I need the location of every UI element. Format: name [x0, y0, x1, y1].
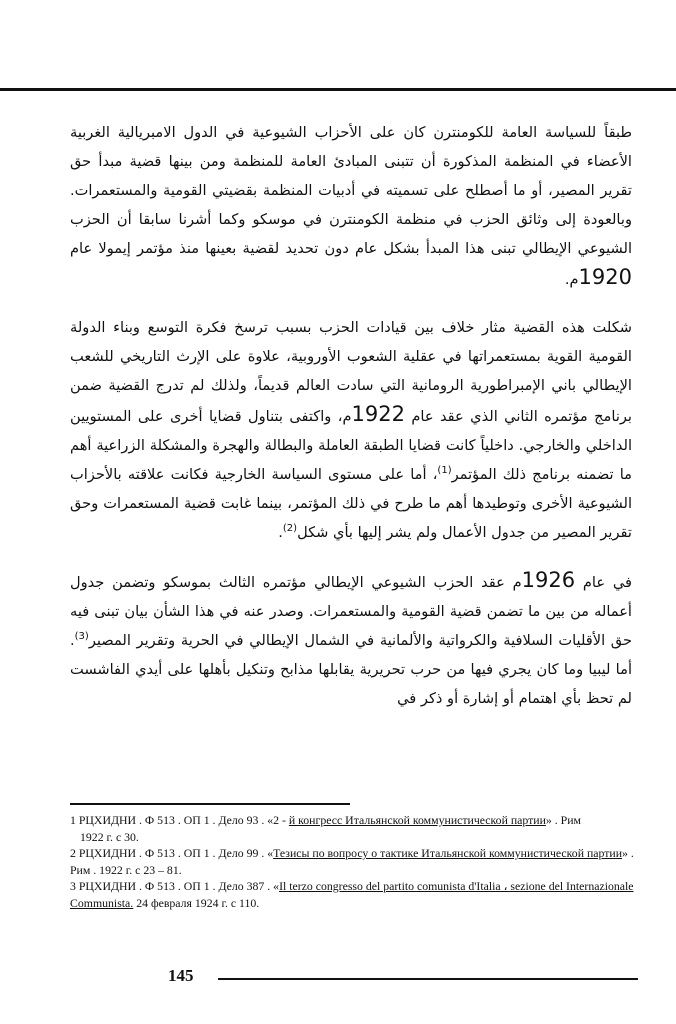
footnotes	[70, 812, 640, 911]
footnote-3: 3 РЦХИДНИ . Ф 513 . ОП 1 . Дело 387 . «Il terzo congresso del partito comunista d'Italia ، sezione del Internazionale Communista. 24 февраля 1924 г. с 110.	[70, 879, 634, 910]
top-rule	[0, 88, 676, 91]
footnote-ref-3: (3)	[74, 631, 89, 643]
year-1920: 1920	[578, 265, 632, 289]
paragraph-2: شكلت هذه القضية مثار خلاف بين قيادات الحزب بسبب ترسخ فكرة التوسع وبناء الدولة القومية القوية بمستعمراتها في عقلية الشعوب الأوروبية، علاوة على الإرث التاريخي للشعب الإيطالي باني الإمبراطورية الرومانية التي سادت العالم قديماً، ولذلك لم تدرج القضية ضمن برنامج مؤتمره الثاني الذي عقد عام 1922م، واكتفى بتناول قضايا أخرى على المستويين الداخلي والخارجي. داخلياً كانت قضايا الطبقة العاملة والبطالة والهجرة والمشكلة الزراعية أهم ما تضمنه برنامج ذلك المؤتمر$^{(1)}$، أما على مستوى السياسة الخارجية فكانت علاقته بالأحزاب الشيوعية الأخرى وتوطيدها أهم ما طرح في ذلك المؤتمر، بينما غابت قضية المستعمرات وحق تقرير المصير من جدول الأعمال ولم يشر إليها بأي شكل$^{(2)}$.	[70, 319, 632, 541]
footnote-ref-1: (1)	[437, 465, 452, 477]
footnote-ref-2: (2)	[282, 523, 298, 535]
footnote-rule	[70, 803, 350, 805]
paragraph-1: طبقاً للسياسة العامة للكومنترن كان على الأحزاب الشيوعية في الدول الامبريالية الغربية الأعضاء في المنظمة المذكورة أن تتبنى المبادئ العامة للمنظمة ومن بينها قضية مبدأ حق تقرير المصير، أو ما أصطلح على تسميته في أدبيات المنظمة بقضيتي القومية والمستعمرات. وبالعودة إلى وثائق الحزب في منظمة الكومنترن في موسكو وكما أشرنا سابقا أن الحزب الشيوعي الإيطالي تبنى هذا المبدأ بشكل عام دون تحديد لقضية بعينها منذ مؤتمر إيمولا عام 1920م.	[70, 124, 632, 289]
year-1926: 1926	[521, 568, 576, 592]
year-1922: 1922	[351, 402, 405, 426]
page-number: 145	[168, 966, 194, 985]
footnote-1-cont: 1922 г. с 30.	[80, 829, 139, 844]
paragraph-3: في عام 1926م عقد الحزب الشيوعي الإيطالي مؤتمره الثالث بموسكو وتضمن جدول أعماله من بين ما تضمن قضية القومية والمستعمرات. وصدر عنه في هذا الشأن بيان تبنى فيه حق الأقليات السلافية والكرواتية والألمانية في الشمال الإيطالي في الحرية وتقرير المصير$^{(3)}$. أما ليبيا وما كان يجري فيها من حرب تحريرية يقابلها مذابح وتنكيل بأهلها على أيدي الفاشست لم تحظ بأي اهتمام أو إشارة أو ذكر في	[70, 568, 632, 707]
footnote-2: 2 РЦХИДНИ . Ф 513 . ОП 1 . Дело 99 . «Тезисы по вопросу о тактике Итальянской коммунистической партии» . Рим . 1922 г. с 23 – 81.	[70, 846, 634, 877]
bottom-rule	[218, 978, 638, 980]
footnote-1: 1 РЦХИДНИ . Ф 513 . ОП 1 . Дело 93 . «2 - й конгресс Итальянской коммунистической партии» . Рим	[70, 813, 582, 827]
body-text	[70, 118, 632, 732]
